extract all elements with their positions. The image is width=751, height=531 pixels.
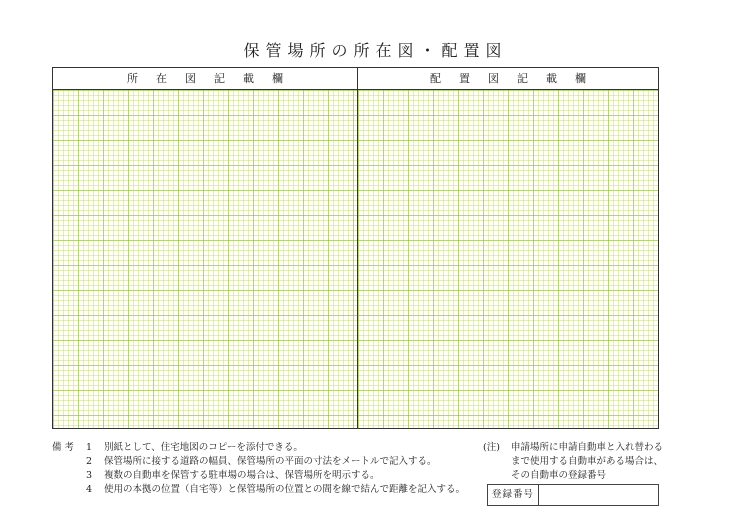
caution-text: 申請場所に申請自動車と入れ替わるまで使用する自動車がある場合は、その自動車の登録番号 [511,442,664,481]
remarks-item [86,441,482,455]
location-map-panel [53,68,358,428]
remarks-item-number: 2 [86,456,93,467]
remarks-item [86,469,482,483]
remarks-item-number: 3 [86,470,93,481]
remarks-item [86,455,482,469]
layout-map-header: 配置図記載欄 [358,68,658,90]
caution-note [483,441,663,483]
remarks-item [86,483,482,497]
layout-map-panel [358,68,658,428]
diagram-frame [52,67,659,429]
registration-number-label: 登録番号 [488,485,539,505]
remarks-item-number: 1 [86,442,93,453]
remarks-item-text: 保管場所に接する道路の幅員、保管場所の平面の寸法をメートルで記入する。 [104,456,437,467]
remarks-list [86,441,482,497]
remarks-item-text: 別紙として、住宅地図のコピーを添付できる。 [104,442,303,453]
page-title: 保管場所の所在図・配置図 [243,41,508,60]
remarks-label: 備考 [52,442,78,453]
remarks-item-text: 複数の自動車を保管する駐車場の場合は、保管場所を明示する。 [104,470,380,481]
registration-number-box [487,484,659,506]
location-map-grid[interactable] [53,90,357,428]
caution-mark: (注) [483,442,500,453]
layout-map-grid[interactable] [358,90,658,428]
registration-number-field[interactable] [539,485,658,505]
remarks-item-number: 4 [86,484,93,495]
location-map-header: 所在図記載欄 [53,68,357,90]
remarks-item-text: 使用の本拠の位置（自宅等）と保管場所の位置との間を線で結んで距離を記入する。 [104,484,466,495]
